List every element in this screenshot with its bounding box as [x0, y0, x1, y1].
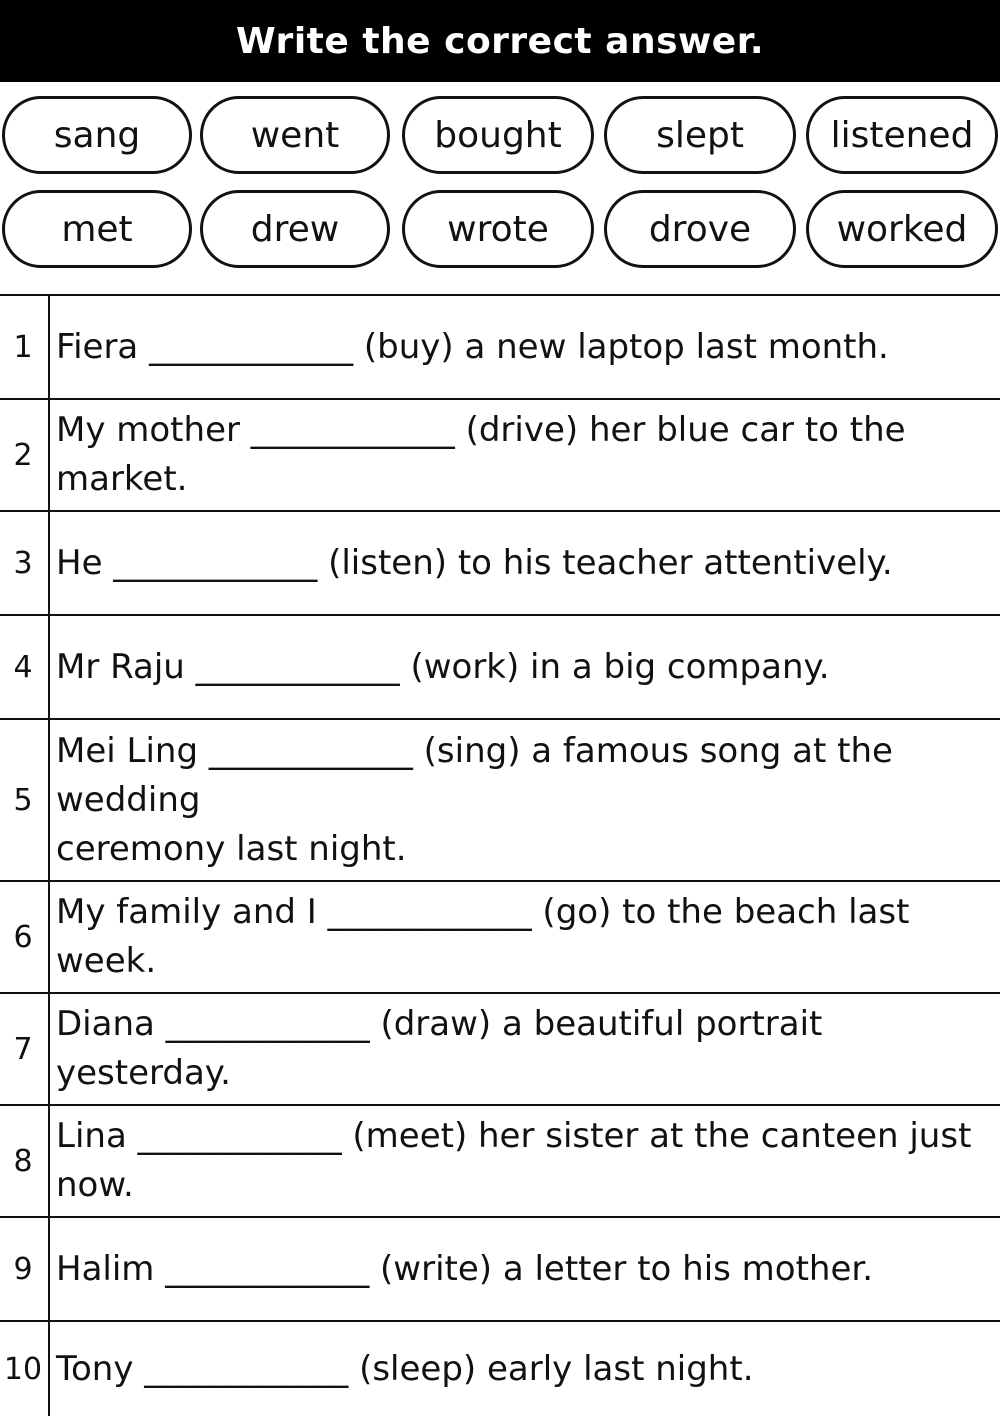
question-number: 7 [13, 1031, 33, 1067]
question-number: 3 [13, 545, 33, 581]
question-number: 2 [13, 437, 33, 473]
sentence-line: market. [56, 459, 188, 499]
question-sentence [56, 296, 994, 398]
sentence-line: Lina ____________ (meet) her sister at the canteen just [56, 1116, 972, 1156]
sentence-line: He ____________ (listen) to his teacher attentively. [56, 542, 893, 583]
question-row [0, 614, 1000, 718]
word-bank-item: slept [604, 96, 796, 174]
sentence-line: wedding [56, 779, 201, 820]
question-sentence [56, 994, 994, 1104]
question-sentence [56, 616, 994, 718]
sentence-line: week. [56, 941, 157, 981]
question-number: 10 [3, 1351, 43, 1387]
question-row [0, 294, 1000, 398]
word-bank-item: listened [806, 96, 998, 174]
sentence-line: My family and I ____________ (go) to the beach last [56, 892, 910, 932]
sentence-line: Fiera ____________ (buy) a new laptop last month. [56, 326, 889, 367]
question-number: 6 [13, 919, 33, 955]
questions-table [0, 294, 1000, 1416]
question-row [0, 1320, 1000, 1416]
question-row [0, 1216, 1000, 1320]
word-bank-item: sang [2, 96, 192, 174]
sentence-line: Tony ____________ (sleep) early last night. [56, 1348, 754, 1389]
sentence-line: Mr Raju ____________ (work) in a big company. [56, 646, 830, 687]
word-bank-item: bought [402, 96, 594, 174]
sentence-line: now. [56, 1165, 134, 1205]
word-bank-item: went [200, 96, 390, 174]
question-sentence [56, 882, 994, 992]
word-bank [0, 82, 1000, 296]
question-sentence [56, 400, 994, 510]
question-sentence [56, 512, 994, 614]
sentence-line: Diana ____________ (draw) a beautiful portrait [56, 1004, 823, 1044]
word-bank-item: drove [604, 190, 796, 268]
question-row [0, 718, 1000, 880]
sentence-line: ceremony last night. [56, 828, 407, 869]
question-number: 8 [13, 1143, 33, 1179]
question-number: 1 [13, 329, 33, 365]
worksheet-title: Write the correct answer. [0, 0, 1000, 82]
word-bank-item: wrote [402, 190, 594, 268]
sentence-line: Mei Ling ____________ (sing) a famous song at the [56, 730, 893, 771]
sentence-line: My mother ____________ (drive) her blue car to the [56, 410, 906, 450]
question-row [0, 880, 1000, 992]
question-sentence [56, 1218, 994, 1320]
question-number: 4 [13, 649, 33, 685]
question-sentence [56, 1106, 994, 1216]
question-row [0, 1104, 1000, 1216]
question-row [0, 398, 1000, 510]
question-number: 9 [13, 1251, 33, 1287]
sentence-line: Halim ____________ (write) a letter to his mother. [56, 1248, 874, 1289]
question-sentence [56, 720, 994, 880]
question-number: 5 [13, 782, 33, 818]
word-bank-item: met [2, 190, 192, 268]
sentence-line: yesterday. [56, 1053, 231, 1093]
question-row [0, 510, 1000, 614]
question-sentence [56, 1322, 994, 1416]
word-bank-item: drew [200, 190, 390, 268]
question-row [0, 992, 1000, 1104]
word-bank-item: worked [806, 190, 998, 268]
